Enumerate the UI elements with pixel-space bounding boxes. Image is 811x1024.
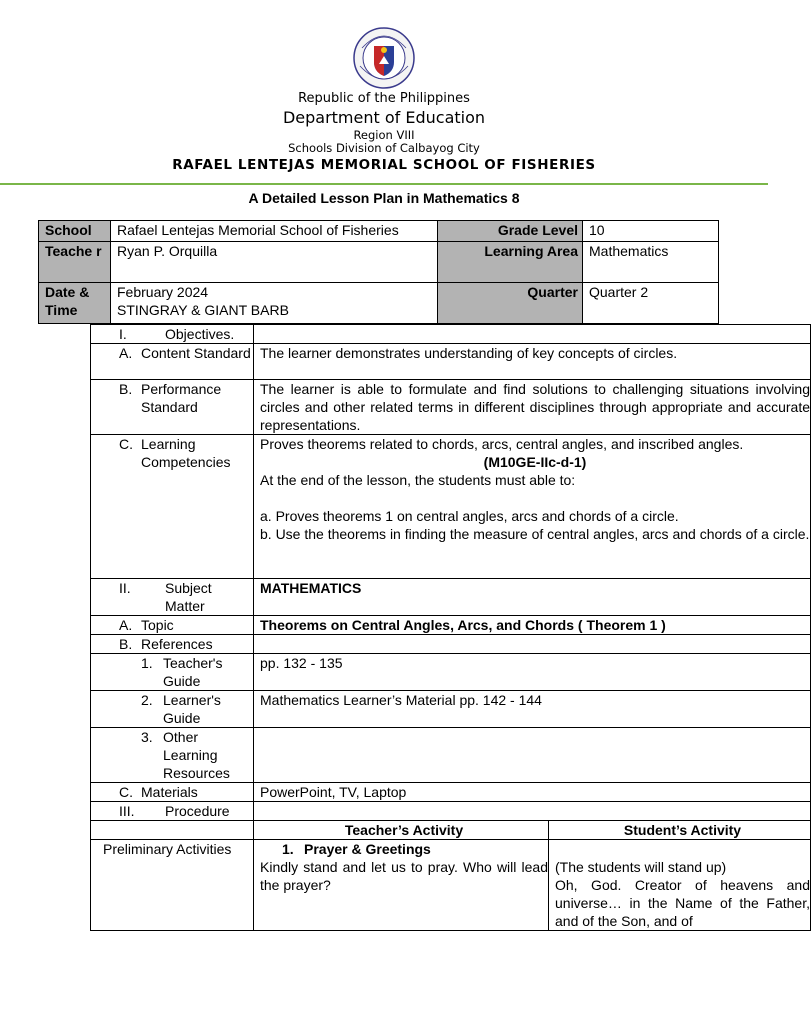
performance-standard-label: B. Performance Standard [91,380,254,435]
content-standard-label: A. Content Standard [91,344,254,380]
student-activity-header: Student’s Activity [549,821,811,840]
teacher-activity-cell [254,840,549,931]
date-value: February 2024 [117,284,209,300]
date-time-label: Date & Time [39,283,111,324]
prayer-greetings-title: 1. Prayer & Greetings [282,841,431,857]
references-value [254,635,811,654]
learning-competencies-value [254,435,811,579]
teachers-guide-label: 1. Teacher's Guide [91,654,254,691]
topic-value: Theorems on Central Angles, Arcs, and Chords ( Theorem 1 ) [254,616,811,635]
procedure-value [254,802,811,821]
objectives-row: I. Objectives. [91,325,254,344]
content-standard-value: The learner demonstrates understanding of key concepts of circles. [254,344,811,380]
division-text: Schools Division of Calbayog City [288,141,480,155]
other-resources-label: 3. Other Learning Resources [91,728,254,783]
date-time-value [111,283,438,324]
lesson-plan-table [90,324,811,931]
section-value: STINGRAY & GIANT BARB [117,302,289,318]
lesson-info-table [38,220,719,324]
teacher-label: Teache r [39,242,111,283]
region-text: Region VIII [353,128,415,142]
learners-guide-value: Mathematics Learner’s Material pp. 142 - 144 [254,691,811,728]
learning-competencies-label: C. Learning Competencies [91,435,254,579]
school-label: School [39,221,111,242]
materials-value: PowerPoint, TV, Laptop [254,783,811,802]
references-label: B. References [91,635,254,654]
learners-guide-label: 2. Learner's Guide [91,691,254,728]
grade-level-label: Grade Level [438,221,583,242]
document-title: A Detailed Lesson Plan in Mathematics 8 [248,190,520,206]
objective-b: b. Use the theorems in finding the measure of central angles, arcs and chords of a circle. [260,526,810,542]
teachers-guide-value: pp. 132 - 135 [254,654,811,691]
student-activity-cell [549,840,811,931]
objectives-value [254,325,811,344]
student-stand-text: (The students will stand up) [555,859,727,875]
school-name: RAFAEL LENTEJAS MEMORIAL SCHOOL OF FISHERIES [172,157,596,173]
other-resources-value [254,728,811,783]
quarter-value: Quarter 2 [583,283,719,324]
teacher-activity-header: Teacher’s Activity [254,821,549,840]
quarter-label: Quarter [438,283,583,324]
republic-text: Republic of the Philippines [298,91,470,106]
teacher-value: Ryan P. Orquilla [111,242,438,283]
grade-level-value: 10 [583,221,719,242]
deped-seal-icon [352,26,416,90]
activity-header-blank [91,821,254,840]
teacher-prayer-text: Kindly stand and let us to pray. Who will lead the prayer? [260,859,548,893]
department-text: Department of Education [282,108,486,127]
materials-label: C. Materials [91,783,254,802]
learning-area-value: Mathematics [583,242,719,283]
objectives-intro: At the end of the lesson, the students must able to: [260,472,576,488]
competency-code: (M10GE-IIc-d-1) [483,454,587,470]
header-divider [0,183,768,185]
preliminary-activities-label: Preliminary Activities [91,840,254,931]
competency-text: Proves theorems related to chords, arcs, central angles, and inscribed angles. [260,436,744,452]
learning-area-label: Learning Area [438,242,583,283]
topic-label: A. Topic [91,616,254,635]
subject-matter-label: II. Subject Matter [91,579,254,616]
objective-a: a. Proves theorems 1 on central angles, arcs and chords of a circle. [260,508,679,524]
procedure-label: III. Procedure [91,802,254,821]
performance-standard-value: The learner is able to formulate and find solutions to challenging situations involving circles and other related terms in different disciplines through appropriate and accurate representations. [254,380,811,435]
subject-matter-value: MATHEMATICS [254,579,811,616]
student-prayer-text: Oh, God. Creator of heavens and universe… in the Name of the Father, and of the Son, and of [555,877,810,929]
school-value: Rafael Lentejas Memorial School of Fisheries [111,221,438,242]
